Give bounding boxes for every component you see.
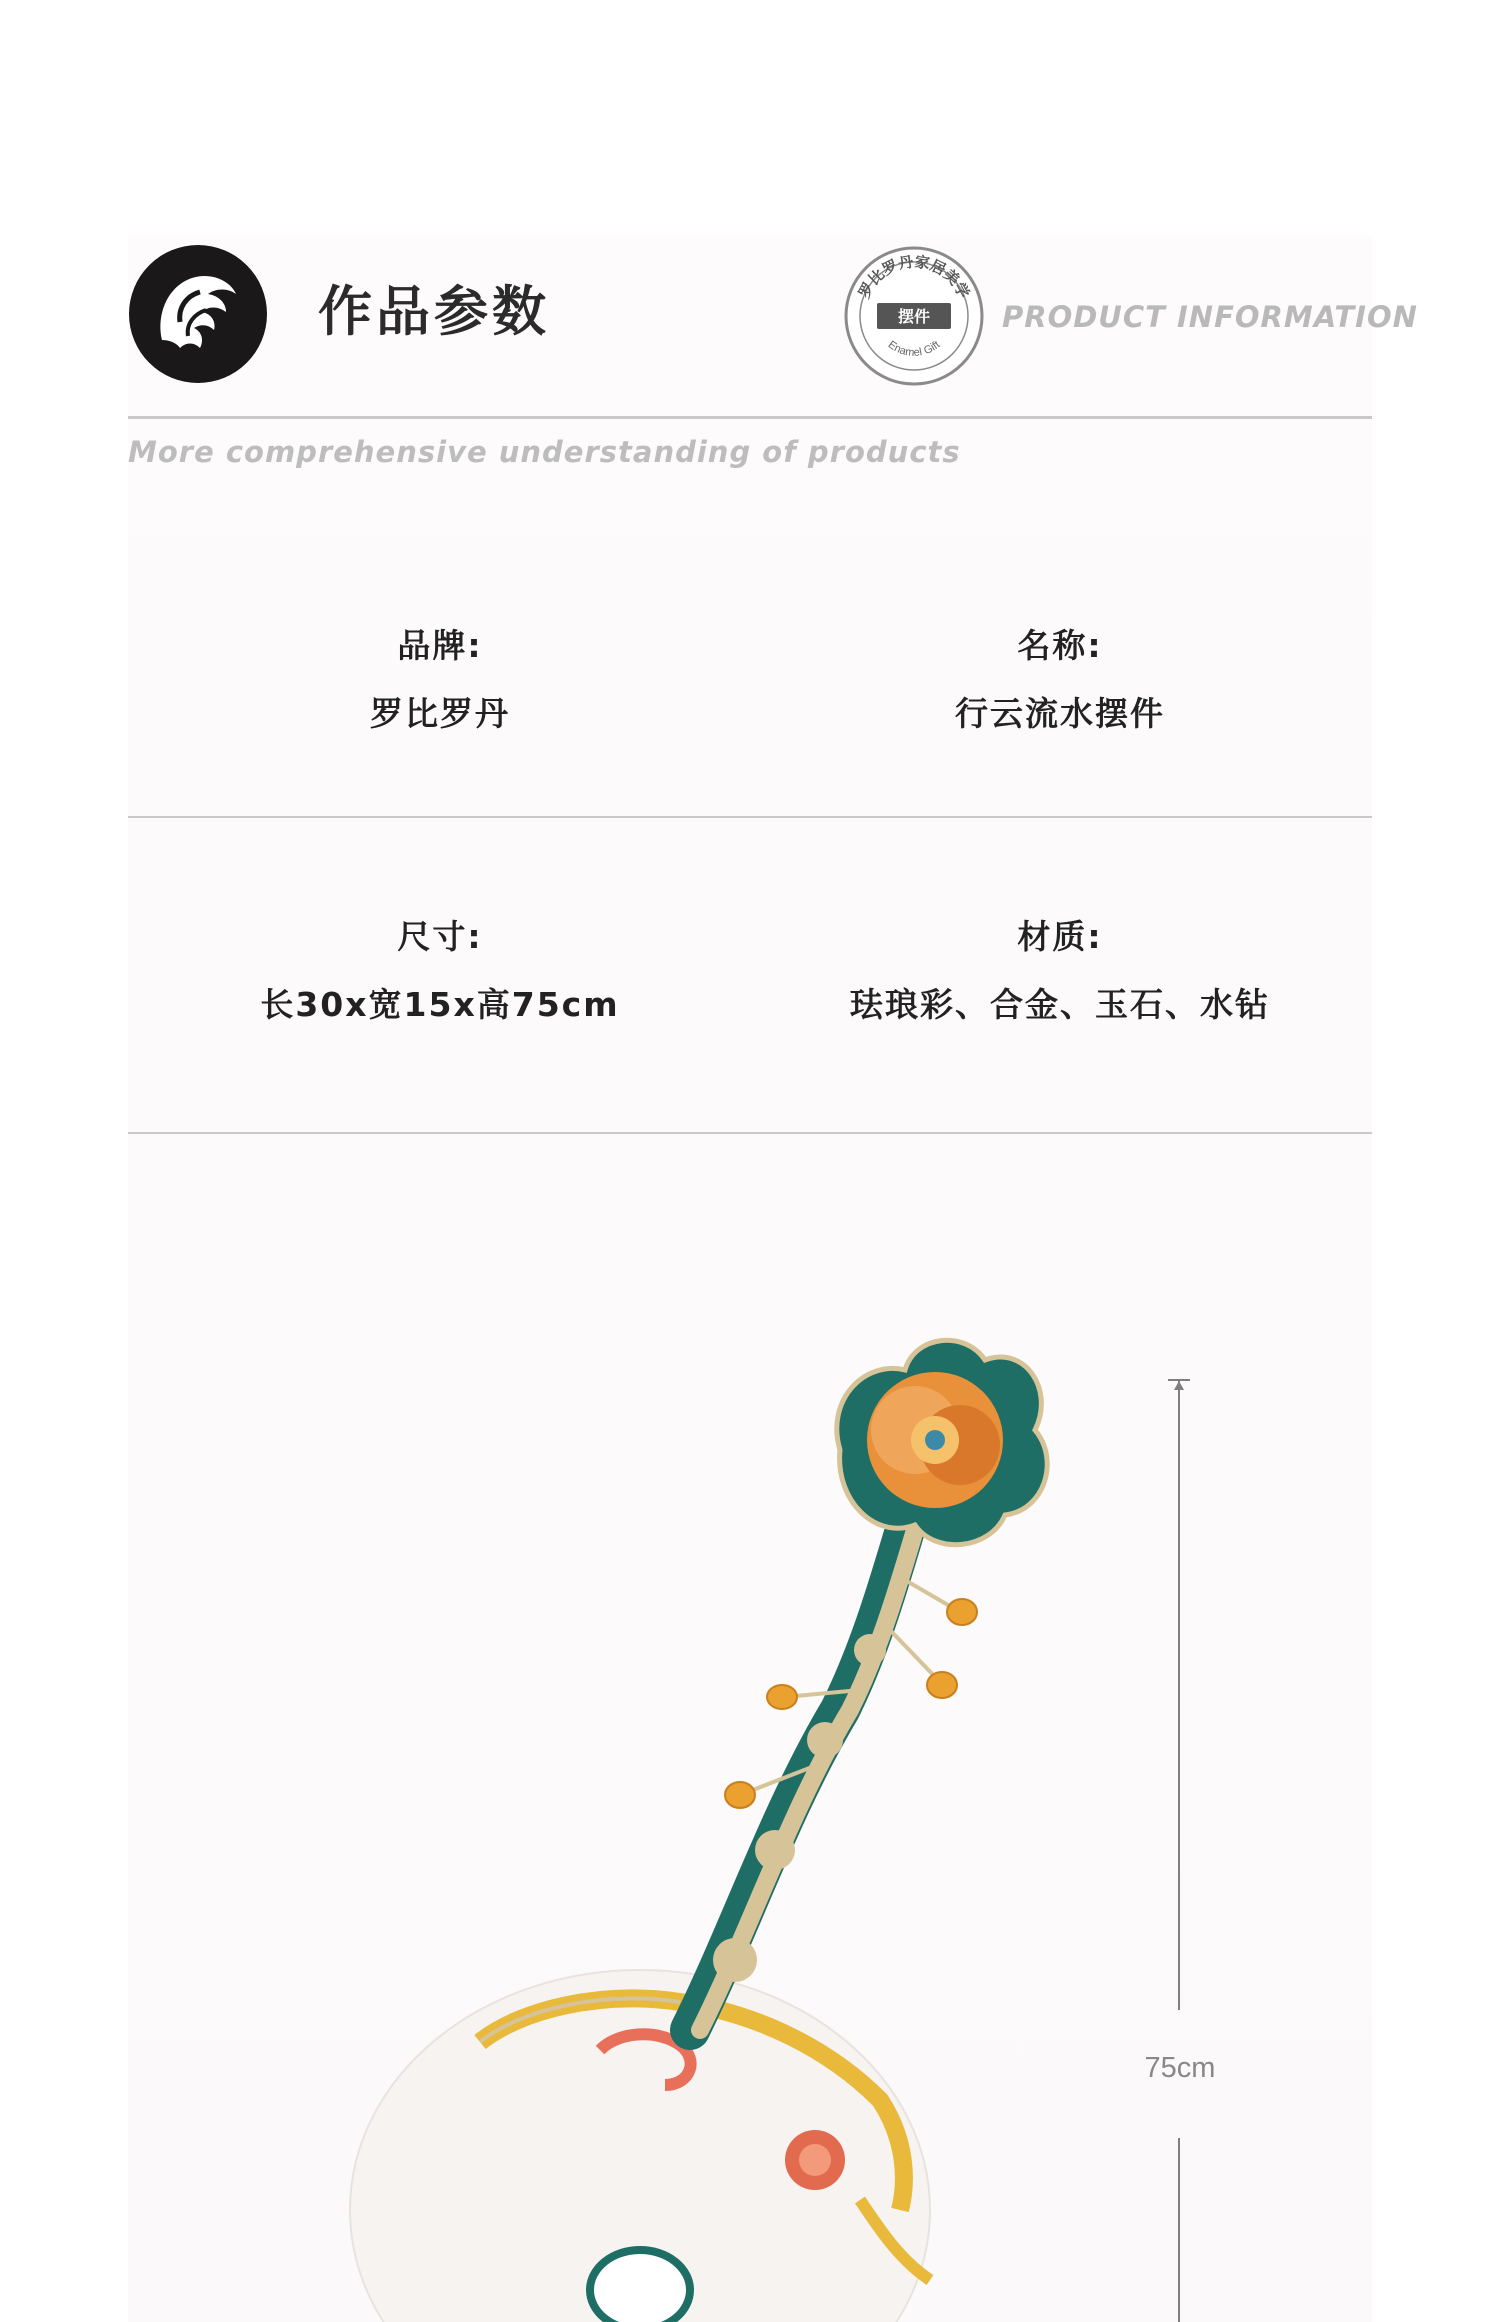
param-name: [800, 624, 1320, 736]
params-divider-2: [128, 1132, 1372, 1134]
header-divider: [128, 416, 1372, 419]
brand-seal-icon: [843, 245, 985, 387]
param-name-label: 名称:: [1017, 626, 1103, 665]
param-size-value: 长30x宽15x高75cm: [260, 985, 620, 1024]
english-title: PRODUCT INFORMATION: [1002, 300, 1418, 334]
param-size-label: 尺寸:: [397, 917, 483, 956]
top-flower: [837, 1340, 1047, 1544]
dimension-label: 75cm: [1144, 2052, 1216, 2084]
product-image: [0, 1330, 1500, 2322]
brand-logo-icon: [128, 244, 268, 384]
dimension-line-top: [1178, 1380, 1180, 2010]
page-subtitle: More comprehensive understanding of products: [128, 435, 961, 469]
seal-bottom-text: Enamel Gift: [885, 338, 943, 360]
param-material-value: 珐琅彩、合金、玉石、水钻: [850, 985, 1270, 1024]
param-material-label: 材质:: [1017, 917, 1103, 956]
dimension-line-bottom: [1178, 2138, 1180, 2322]
page-title: 作品参数: [318, 280, 550, 343]
lower-flower: [785, 2130, 845, 2190]
param-brand-value: 罗比罗丹: [370, 694, 510, 733]
param-brand-label: 品牌:: [397, 626, 483, 665]
seal-center-text: 摆件: [897, 307, 931, 326]
param-name-value: 行云流水摆件: [955, 694, 1165, 733]
seal-ring-text: 罗比罗丹家居美学: [855, 252, 973, 302]
param-material: [800, 915, 1320, 1027]
param-size: [180, 915, 700, 1027]
param-brand: [180, 624, 700, 736]
params-divider-1: [128, 816, 1372, 818]
